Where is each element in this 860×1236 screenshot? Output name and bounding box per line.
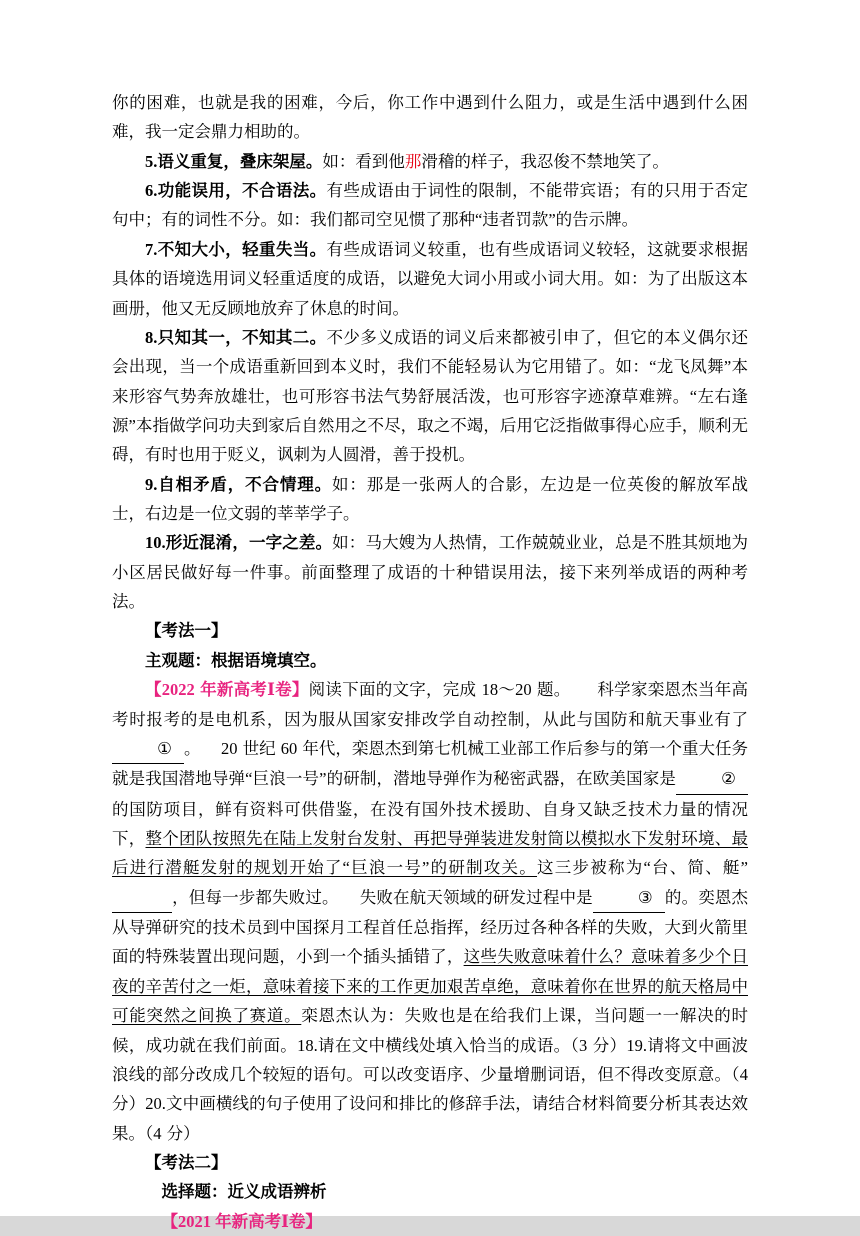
item-5-text-after: 滑稽的样子，我忍俊不禁地笑了。 <box>421 151 669 171</box>
item-9-text: 如：那是一张两人的合影，左边是一位英俊的解放军战士，右边是一位文弱的莘莘学子。 <box>112 474 749 524</box>
item-10-lead: 10.形近混淆，一字之差。 <box>145 533 333 553</box>
item-6-text: 有些成语由于词性的限制，不能带宾语；有的只用于否定句中；有的词性不分。如：我们都司空见惯了那种“违者罚款”的告示牌。 <box>112 181 748 230</box>
item-9-lead: 9.自相矛盾，不合情理。 <box>145 474 332 494</box>
paragraph-item-6 <box>112 176 748 235</box>
passage-text-8: 失败在航天领域的研发过程中是 <box>359 887 593 907</box>
paragraph-intro: 你的困难，也就是我的困难，今后，你工作中遇到什么阻力，或是生活中遇到什么困难，我一定会鼎力相助的。 <box>112 93 748 142</box>
paragraph-item-7 <box>112 235 748 323</box>
blank-2: ② <box>676 764 748 794</box>
passage-text-4: 20 世纪 60 年代，栾恩杰到第七机械工业部工作后参与的第一个重大任务就是我国潜地导弹“巨浪一号”的研制，潜地导弹作为秘密武器，在欧美国家是 <box>112 738 748 789</box>
passage-underlined-2: 这些失败意味着什么？意味着多少个日夜的辛苦付之一炬，意味着接下来的工作更加艰苦卓绝，意味着你在世界的航天格局中可能突然之间换了赛道。 <box>112 947 749 1026</box>
item-6-lead: 6.功能误用，不合语法。 <box>145 181 327 201</box>
paragraph-item-8 <box>112 323 748 470</box>
item-5-lead: 5.语义重复，叠床架屋。 <box>145 151 323 171</box>
kaofa-one-passage <box>112 675 748 1148</box>
exam-tag-2022: 【2022 年新高考Ⅰ卷】 <box>145 680 309 700</box>
kaofa-one-subtitle: 主观题：根据语境填空。 <box>145 650 327 670</box>
item-8-text: 不少多义成语的词义后来都被引申了，但它的本义偶尔还会出现，当一个成语重新回到本义时，我们不能轻易认为它用错了。如：“龙飞凤舞”本来形容气势奔放雄壮，也可形容书法气势舒展活泼，也可形容字迹潦草难辨。“左右逢源”本指做学问功夫到家后自然用之不尽，取之不竭，后用它泛指做事得心应手，顺利无碍，有时也用于贬义，讽刺为人圆滑，善于投机。 <box>112 327 748 465</box>
passage-text-1: 阅读下面的文字，完成 18～20 题。 <box>308 680 571 700</box>
passage-text-9: 的。奕恩杰从导弹研究的技术员到中国探月工程首任总指挥，经历过各种各样的失败，大到火箭里面的特殊装置出现问题，小到一个插头插错了， <box>112 887 749 967</box>
kaofa-two-label: 【考法二】 <box>145 1152 228 1172</box>
blank-1: ① <box>112 734 184 764</box>
item-5-highlight: 那 <box>404 151 422 171</box>
blank-3: ③ <box>593 883 665 913</box>
item-7-text: 有些成语词义较重，也有些成语词义较轻，这就要求根据具体的语境选用词义轻重适度的成语，以避免大词小用或小词大用。如：为了出版这本画册，他又无反顾地放弃了休息的时间。 <box>112 239 748 318</box>
passage-text-10: 栾恩杰认为：失败也是在给我们上课，当问题一一解决的时候，成功就在我们前面。18.请在文中横线处填入恰当的成语。（3 分）19.请将文中画波浪线的部分改成几个较短的语句。可以改变语序、少量增删词语，但不得改变原意。（4 分）20.文中画横线的句子使用了设问和排比的修辞手法，请结合材料简要分析其表达效果。（4 分） <box>112 1006 749 1143</box>
paragraph-item-9 <box>112 470 748 529</box>
item-7-lead: 7.不知大小，轻重失当。 <box>145 239 327 259</box>
item-8-lead: 8.只知其一，不知其二。 <box>145 327 327 347</box>
document-body <box>112 88 748 1236</box>
kaofa-one-label: 【考法一】 <box>145 621 228 641</box>
passage-underlined-1: 整个团队按照先在陆上发射台发射、再把导弹装进发射筒以模拟水下发射环境、最后进行潜艇发射的规划开始了“巨浪一号”的研制攻关。 <box>112 828 749 878</box>
kaofa-two-subtitle: 选择题：近义成语辨析 <box>161 1182 327 1202</box>
paragraph-item-5 <box>112 147 748 176</box>
passage-text-3: 。 <box>184 738 201 758</box>
passage-text-5: 的国防项目，鲜有资料可供借鉴，在没有国外技术援助、自身又缺乏技术力量的情况下， <box>112 799 748 848</box>
passage-text-7: ，但每一步都失败过。 <box>172 887 339 907</box>
passage-text-6: 这三步被称为“台、简、艇” <box>537 858 748 878</box>
exam-tag-2021: 【2021 年新高考Ⅰ卷】 <box>161 1211 322 1231</box>
item-10-text: 如：马大嫂为人热情，工作兢兢业业，总是不胜其烦地为小区居民做好每一件事。前面整理了成语的十种错误用法，接下来列举成语的两种考法。 <box>112 533 749 612</box>
passage-text-2: 科学家栾恩杰当年高考时报考的是电机系，因为服从国家安排改学自动控制，从此与国防和航天事业有了 <box>112 680 748 729</box>
kaofa-two-exam-tag-line <box>112 1207 748 1236</box>
item-5-text-before: 如：看到他 <box>322 151 405 171</box>
paragraph-item-10 <box>112 528 748 616</box>
